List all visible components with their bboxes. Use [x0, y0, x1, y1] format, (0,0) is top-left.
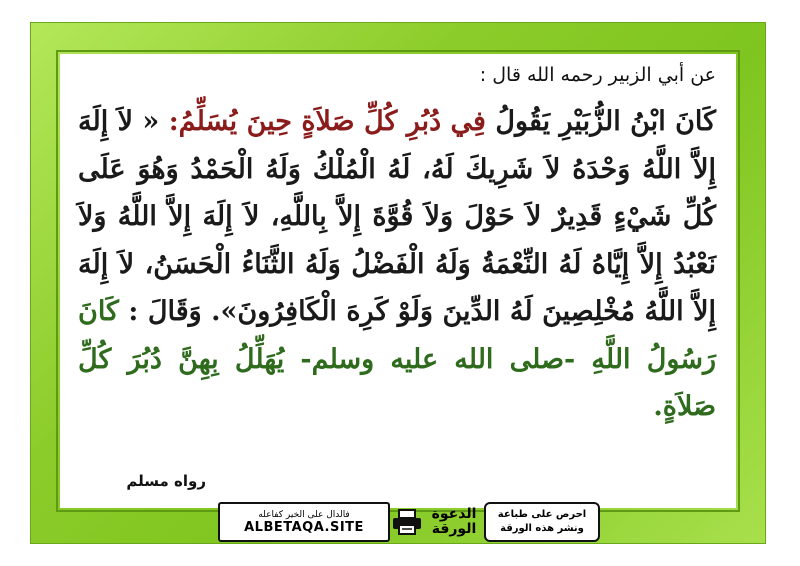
- hadith-text: [78, 98, 716, 431]
- logo-line-2: الورقة: [431, 521, 477, 537]
- print-reminder-box: [484, 502, 600, 542]
- content-panel: [60, 54, 736, 508]
- logo-line-1: الدعوة: [431, 506, 477, 522]
- print-reminder-line-2: ونشر هذه الورقة: [500, 523, 584, 534]
- hadith-prophet: كَانَ رَسُولُ اللَّهِ -صلى الله عليه وسلم- يُهَلِّلُ بِهِنَّ دُبُرَ كُلِّ صَلاَةٍ.: [78, 296, 716, 422]
- hadith-dhikr: « لاَ إِلَهَ إِلاَّ اللَّهُ وَحْدَهُ لاَ شَرِيكَ لَهُ، لَهُ الْمُلْكُ وَلَهُ الْحَمْدُ وَهُوَ عَلَى كُلِّ شَيْءٍ قَدِيرٌ لاَ حَوْلَ وَلاَ قُوَّةَ إِلاَّ بِاللَّهِ، لاَ إِلَهَ إِلاَّ اللَّهُ وَلاَ نَعْبُدُ إِلاَّ إِيَّاهُ لَهُ النِّعْمَةُ وَلَهُ الْفَضْلُ وَلَهُ الثَّنَاءُ الْحَسَنُ، لاَ إِلَهَ إِلاَّ اللَّهُ مُخْلِصِينَ لَهُ الدِّينَ وَلَوْ كَرِهَ الْكَافِرُونَ».: [78, 106, 717, 327]
- albetaqa-logo: [424, 502, 484, 542]
- site-box: [218, 502, 390, 542]
- print-reminder-line-1: احرص على طباعة: [497, 509, 587, 520]
- site-url[interactable]: ALBETAQA.SITE: [244, 519, 364, 535]
- hadith-qal: وَقَالَ :: [128, 296, 202, 327]
- printer-icon-graphic: [392, 509, 422, 535]
- hadith-highlight: فِي دُبُرِ كُلِّ صَلاَةٍ حِينَ يُسَلِّمُ:: [168, 106, 486, 137]
- hadith-intro: كَانَ ابْنُ الزُّبَيْرِ يَقُولُ: [495, 106, 717, 137]
- narration-heading: عن أبي الزبير رحمه الله قال :: [479, 64, 716, 86]
- footer-bar: [200, 500, 600, 544]
- hadith-source: رواه مسلم: [126, 472, 206, 490]
- site-tagline: فالدال على الخير كفاعله: [258, 509, 350, 520]
- printer-icon: [390, 502, 424, 542]
